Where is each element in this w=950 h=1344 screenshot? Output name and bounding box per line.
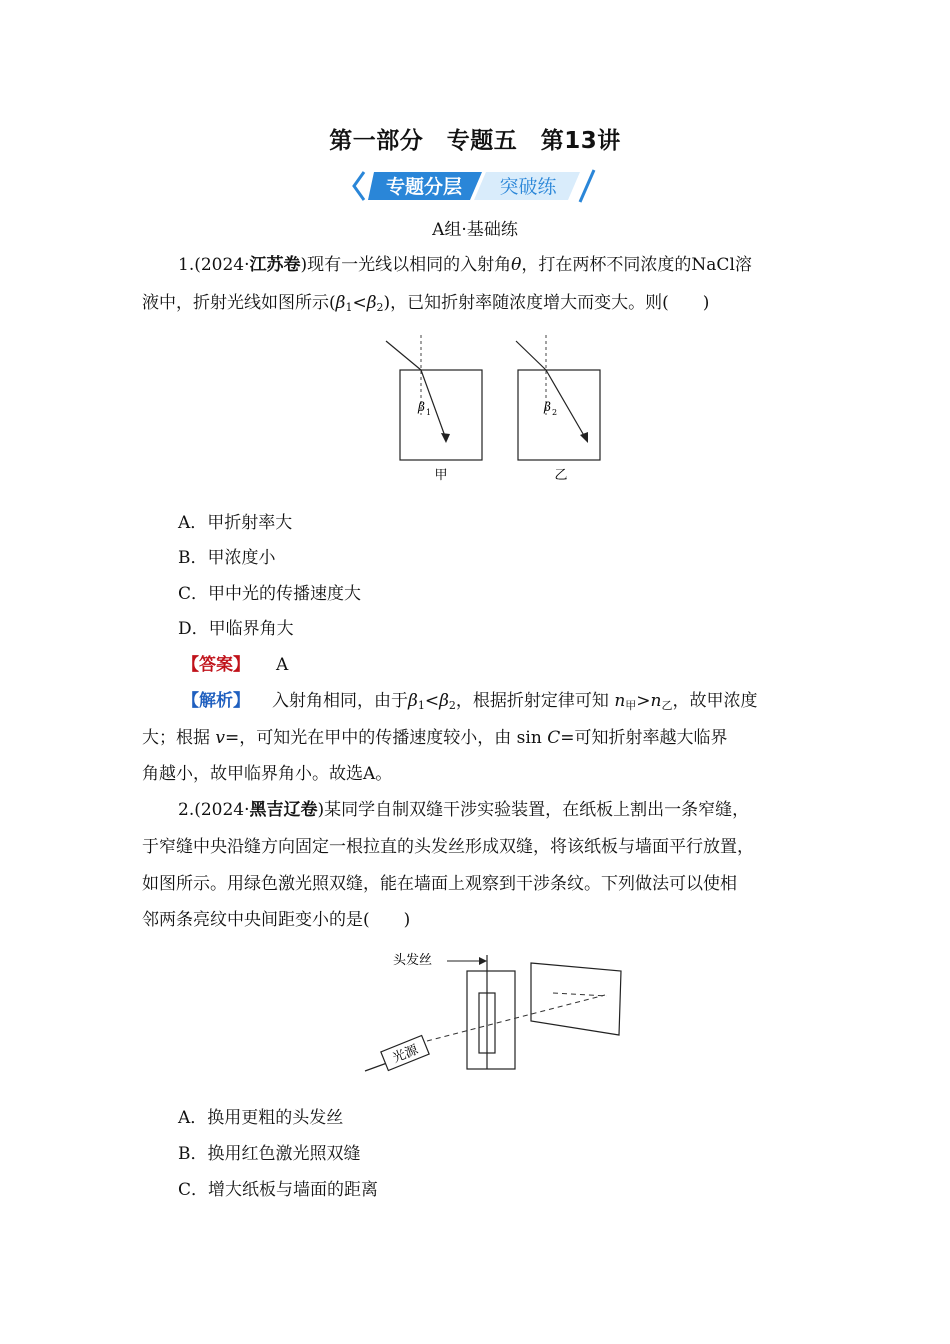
svg-text:2: 2 — [552, 408, 558, 417]
double-slit-figure — [355, 945, 630, 1080]
group-heading: A组·基础练 — [432, 220, 518, 240]
svg-text:1: 1 — [426, 408, 432, 417]
q1-option-a: A．甲折射率大 — [178, 513, 293, 533]
analysis-label: 【解析】 — [182, 691, 250, 711]
fig-label-yi: 乙 — [554, 468, 568, 483]
answer-label: 【答案】 — [182, 655, 250, 675]
svg-text:β: β — [418, 400, 425, 414]
q2-option-c: C．增大纸板与墙面的距离 — [178, 1180, 379, 1200]
page-title: 第一部分 专题五 第13讲 — [329, 128, 621, 154]
q1-line2: 液中，折射光线如图所示$(\beta_1<\beta_2)$，已知折射率随浓度增大而变大。则( ) — [142, 293, 710, 314]
q1-analysis-line2: 大；根据 v=，可知光在甲中的传播速度较小，由 sin C=可知折射率越大临界 — [142, 728, 728, 748]
q2-line1: 2.(2024·黑吉辽卷)某同学自制双缝干涉实验装置，在纸板上割出一条窄缝， — [178, 800, 750, 820]
banner-left-text: 专题分层 — [385, 176, 463, 198]
refraction-figure — [380, 335, 620, 485]
q1-option-c: C．甲中光的传播速度大 — [178, 584, 362, 604]
section-banner — [350, 166, 600, 206]
fig-label-source: 光源 — [390, 1042, 421, 1067]
q2-option-a: A．换用更粗的头发丝 — [178, 1108, 344, 1128]
q1-line1: 1.(2024·江苏卷)现有一光线以相同的入射角θ，打在两杯不同浓度的NaCl溶 — [178, 255, 752, 275]
q1-option-b: B．甲浓度小 — [178, 548, 276, 568]
svg-text:β: β — [544, 400, 551, 414]
q1-analysis-line3: 角越小，故甲临界角小。故选A。 — [142, 764, 393, 784]
q2-option-b: B．换用红色激光照双缝 — [178, 1144, 361, 1164]
fig-label-hair: 头发丝 — [393, 953, 433, 968]
q2-line2: 于窄缝中央沿缝方向固定一根拉直的头发丝形成双缝，将该纸板与墙面平行放置， — [142, 837, 754, 857]
fig-label-jia: 甲 — [434, 468, 448, 483]
q2-line3: 如图所示。用绿色激光照双缝，能在墙面上观察到干涉条纹。下列做法可以使相 — [142, 874, 737, 894]
q1-analysis-line1: 【解析】 入射角相同，由于$\beta_1<\beta_2$，根据折射定律可知 $n_甲>n_乙$，故甲浓度 — [182, 691, 758, 712]
q1-answer: 【答案】 A — [182, 655, 289, 675]
q2-line4: 邻两条亮纹中央间距变小的是( ) — [142, 910, 411, 930]
banner-right-text: 突破练 — [499, 176, 557, 198]
q1-option-d: D．甲临界角大 — [178, 619, 294, 639]
